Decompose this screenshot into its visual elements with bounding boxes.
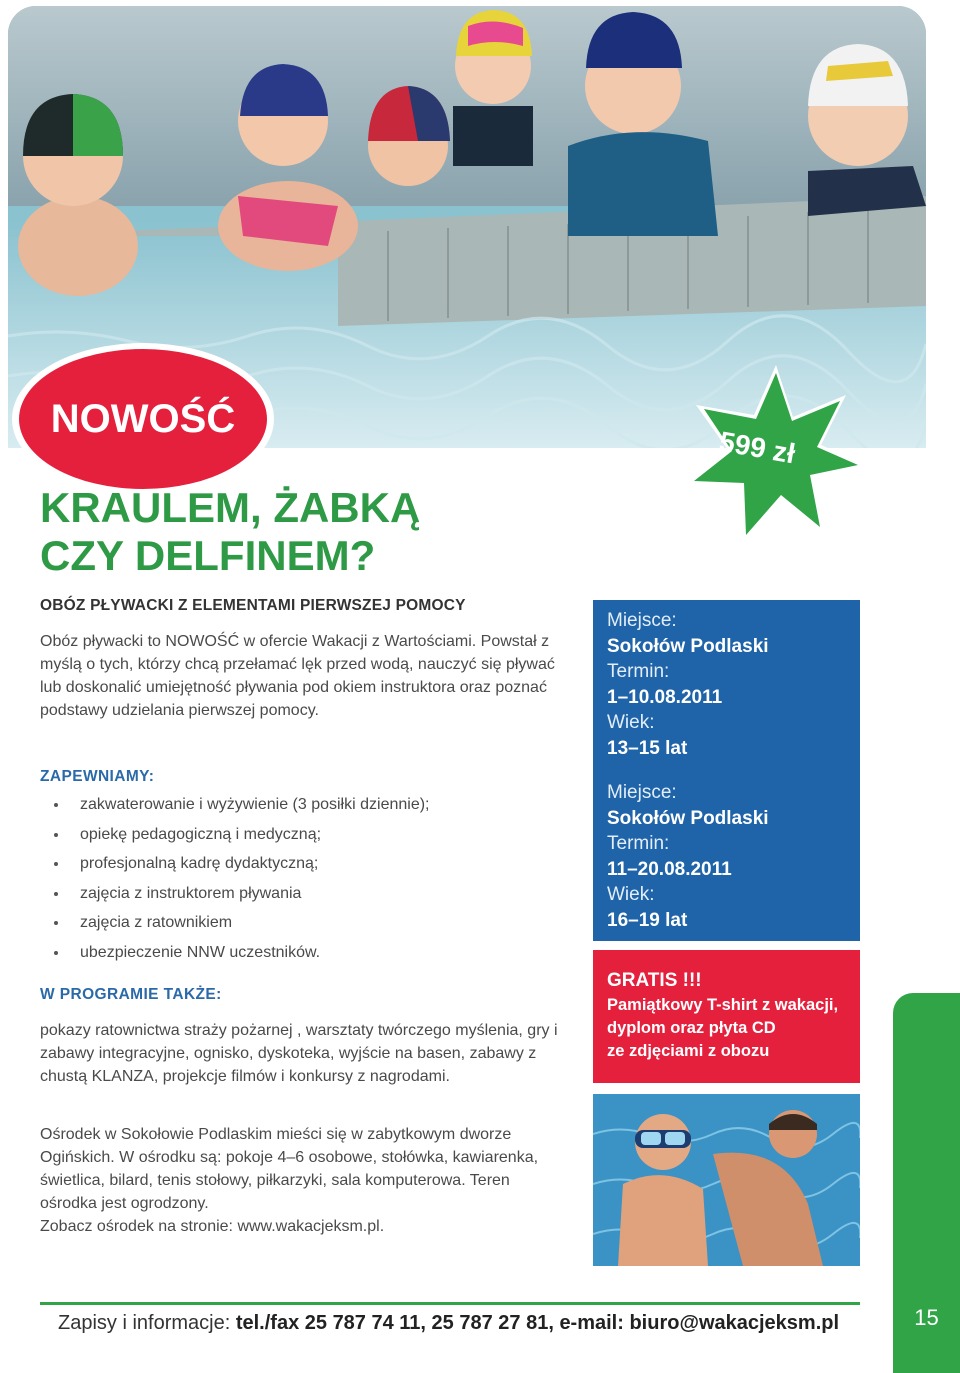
osrodek-paragraph xyxy=(40,1123,565,1238)
list-item: profesjonalną kadrę dydaktyczną; xyxy=(52,849,429,879)
bullet-icon xyxy=(54,921,58,925)
term2-age-label: Wiek: xyxy=(607,884,655,905)
photo-kids-pool xyxy=(593,1094,860,1266)
osrodek-text: Ośrodek w Sokołowie Podlaskim mieści się w zabytkowym dworze Ogińskich. W ośrodku są: pokoje 4–6 osobowe, stołówka, kawiarenka, świetlica, bilard, tenis stołowy, piłkarzyki, sala komputerowa. Teren ośrodka jest ogrodzony. xyxy=(40,1126,539,1212)
term1-place-label: Miejsce: xyxy=(607,610,677,631)
gratis-title: GRATIS !!! xyxy=(607,970,702,991)
program-paragraph: pokazy ratownictwa straży pożarnej , warsztaty twórczego myślenia, gry i zabawy integracyjne, ognisko, dyskoteka, wyjście na basen, zabawy z chustą KLANZA, projekcje filmów i konkursy z nagrodami. xyxy=(40,1022,558,1085)
term2-age: 16–19 lat xyxy=(607,910,688,931)
zapewniamy-list xyxy=(52,790,429,967)
bullet-icon xyxy=(54,803,58,807)
zapewniamy-heading: ZAPEWNIAMY: xyxy=(40,768,155,785)
list-item: ubezpieczenie NNW uczestników. xyxy=(52,938,429,968)
price-label: 599 zł xyxy=(716,425,798,470)
osrodek-link[interactable]: Zobacz ośrodek na stronie: www.wakacjeksm.pl. xyxy=(40,1218,385,1235)
footer-prefix: Zapisy i informacje: xyxy=(58,1312,231,1334)
bullet-icon xyxy=(54,951,58,955)
gratis-line-1: Pamiątkowy T-shirt z wakacji, xyxy=(607,996,839,1014)
intro-paragraph: Obóz pływacki to NOWOŚĆ w ofercie Wakacji z Wartościami. Powstał z myślą o tych, którzy chcą przełamać lęk przed wodą, nauczyć się pływać lub doskonalić umiejętność pływania pod okiem instruktora oraz poznać podstawy udzielania pierwszej pomocy. xyxy=(40,633,555,719)
term2-place: Sokołów Podlaski xyxy=(607,808,769,829)
list-item: zajęcia z ratownikiem xyxy=(52,908,429,938)
term1-date-label: Termin: xyxy=(607,661,670,682)
bullet-icon xyxy=(54,892,58,896)
subtitle: OBÓZ PŁYWACKI Z ELEMENTAMI PIERWSZEJ POMOCY xyxy=(40,597,466,614)
footer-contact xyxy=(58,1312,839,1335)
term1-place: Sokołów Podlaski xyxy=(607,636,769,657)
nowosc-badge xyxy=(8,340,272,498)
term2-date: 11–20.08.2011 xyxy=(607,859,732,880)
term1-age-label: Wiek: xyxy=(607,712,655,733)
terms-box xyxy=(593,600,860,941)
nowosc-label: NOWOŚĆ xyxy=(50,396,236,441)
title-line-1: KRAULEM, ŻABKĄ xyxy=(40,484,421,531)
footer-contact-details: tel./fax 25 787 74 11, 25 787 27 81, e-mail: biuro@wakacjeksm.pl xyxy=(235,1312,840,1334)
term1-age: 13–15 lat xyxy=(607,738,688,759)
program-heading: W PROGRAMIE TAKŻE: xyxy=(40,986,222,1003)
bullet-icon xyxy=(54,862,58,866)
gratis-line-2: dyplom oraz płyta CD xyxy=(607,1019,776,1037)
page-number: 15 xyxy=(914,1305,939,1330)
footer-divider xyxy=(40,1302,860,1305)
list-item: zajęcia z instruktorem pływania xyxy=(52,879,429,909)
term2-place-label: Miejsce: xyxy=(607,782,677,803)
term1-date: 1–10.08.2011 xyxy=(607,687,723,708)
list-item: zakwaterowanie i wyżywienie (3 posiłki dziennie); xyxy=(52,790,429,820)
bullet-icon xyxy=(54,833,58,837)
title-line-2: CZY DELFINEM? xyxy=(40,532,376,579)
gratis-line-3: ze zdjęciami z obozu xyxy=(607,1042,770,1060)
term2-date-label: Termin: xyxy=(607,833,670,854)
gratis-box xyxy=(593,950,860,1083)
list-item: opiekę pedagogiczną i medyczną; xyxy=(52,820,429,850)
page-title xyxy=(40,484,420,580)
